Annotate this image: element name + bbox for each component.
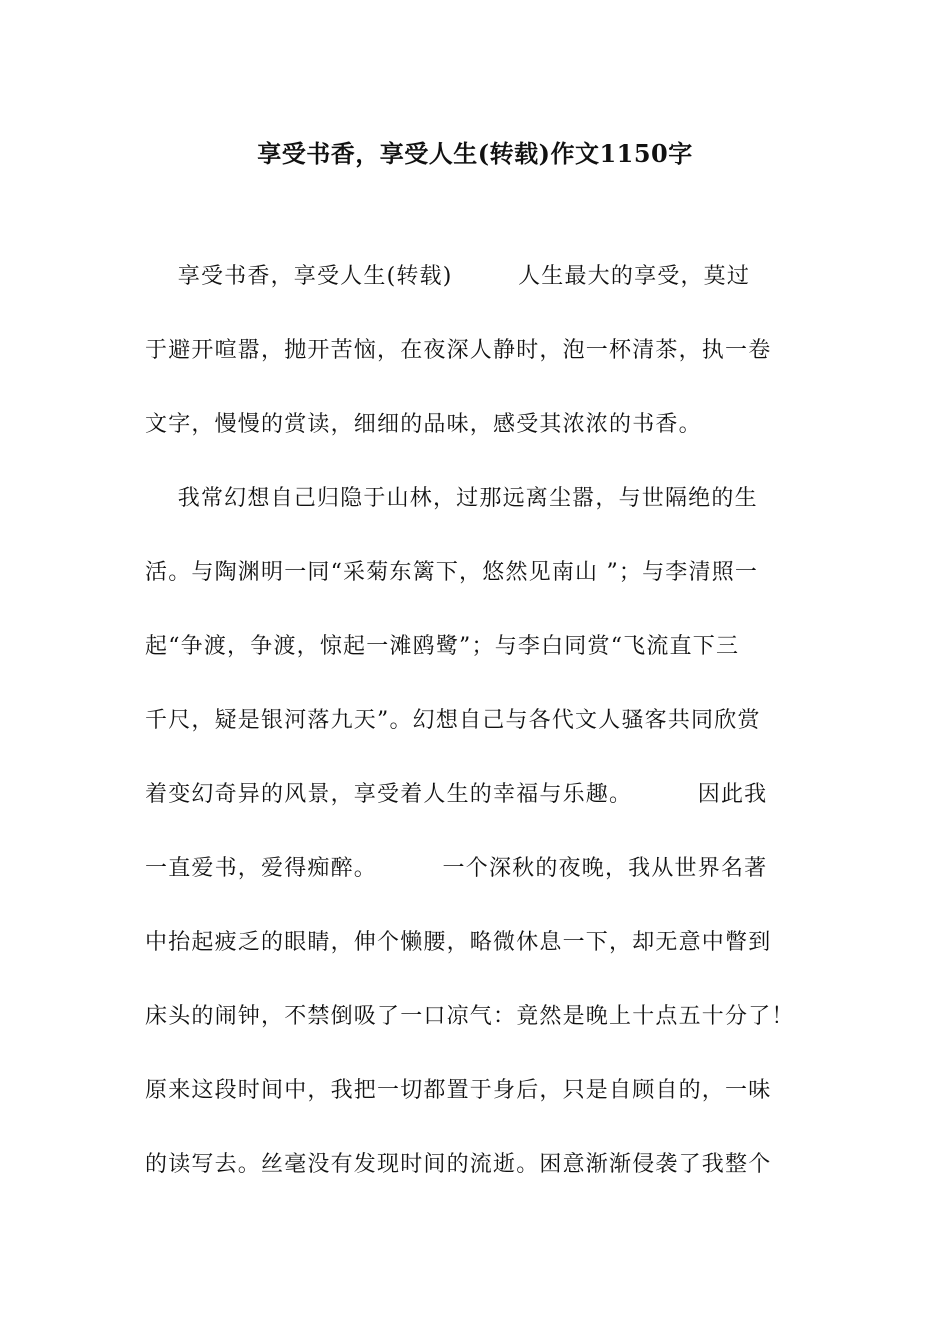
body-line: 文字，慢慢的赏读，细细的品味，感受其浓浓的书香。 xyxy=(145,412,702,437)
body-line: 中抬起疲乏的眼睛，伸个懒腰，略微休息一下，却无意中瞥到 xyxy=(145,930,772,955)
body-line: 一直爱书，爱得痴醉。 一个深秋的夜晚，我从世界名著 xyxy=(145,856,768,881)
document-title: 享受书香，享受人生(转载)作文1150字 xyxy=(257,139,693,168)
body-line: 的读写去。丝毫没有发现时间的流逝。困意渐渐侵袭了我整个 xyxy=(145,1152,772,1177)
body-line: 于避开喧嚣，抛开苦恼，在夜深人静时，泡一杯清茶，执一卷 xyxy=(145,338,772,363)
body-line: 起“争渡，争渡，惊起一滩鸥鹭”；与李白同赏“飞流直下三 xyxy=(145,634,740,659)
body-line: 我常幻想自己归隐于山林，过那远离尘嚣，与世隔绝的生 xyxy=(145,486,758,511)
body-line: 千尺，疑是银河落九天”。幻想自己与各代文人骚客共同欣赏 xyxy=(145,708,761,733)
body-line: 着变幻奇异的风景，享受着人生的幸福与乐趣。 因此我 xyxy=(145,782,768,807)
body-line: 活。与陶渊明一同“采菊东篱下，悠然见南山 ”；与李清照一 xyxy=(145,560,759,585)
body-line: 原来这段时间中，我把一切都置于身后，只是自顾自的，一味 xyxy=(145,1078,772,1103)
body-line: 享受书香，享受人生(转载) 人生最大的享受，莫过 xyxy=(145,264,751,289)
body-line: 床头的闹钟，不禁倒吸了一口凉气：竟然是晚上十点五十分了！ xyxy=(145,1004,795,1029)
